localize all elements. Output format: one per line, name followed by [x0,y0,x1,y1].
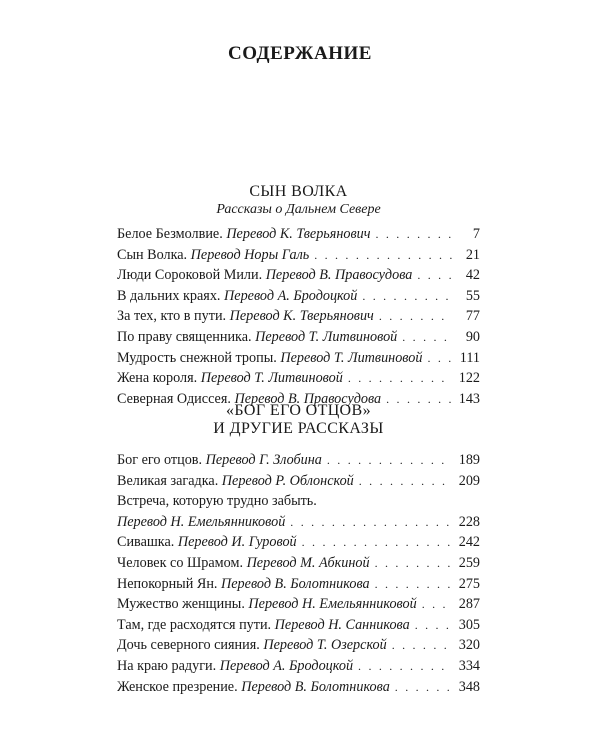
story-title: Белое Безмолвие. [117,226,223,242]
leader-dots [362,289,452,304]
page-number: 143 [458,390,480,407]
story-title: За тех, кто в пути. [117,308,227,325]
leader-dots [402,330,452,345]
toc-entry[interactable] [117,226,480,247]
toc-entry-title-line[interactable] [117,493,480,514]
leader-dots [375,556,452,571]
translator: Перевод А. Бродоцкой [224,287,358,304]
leader-dots [290,515,452,530]
translator: Перевод Т. Озерской [263,637,387,654]
leader-dots [427,351,452,366]
page-number: 228 [458,513,480,530]
toc-entry[interactable] [117,247,480,268]
translator: Перевод В. Правосудова [265,267,413,284]
toc-entry[interactable] [117,329,480,350]
leader-dots [375,577,452,592]
toc-entry[interactable] [117,555,480,576]
translator: Перевод Норы Галь [190,246,310,263]
leader-dots [358,659,452,674]
leader-dots [348,371,452,386]
story-title: Встреча, которую трудно забыть. [117,493,317,510]
translator: Перевод Т. Литвиновой [280,349,423,366]
leader-dots [376,227,453,242]
toc-list [117,452,480,699]
story-title: На краю радуги. [117,657,217,674]
page-number: 42 [465,267,480,284]
translator: Перевод В. Болотникова [221,575,370,592]
story-title: Сын Волка. [117,246,188,263]
story-title: Бог его отцов. [117,452,203,468]
story-title: Жена короля. [117,370,198,387]
toc-entry[interactable] [117,514,480,535]
leader-dots [417,268,452,283]
leader-dots [392,638,452,653]
toc-entry[interactable] [117,637,480,658]
story-title: Люди Сороковой Мили. [117,267,263,284]
page-number: 111 [459,349,480,366]
leader-dots [314,248,452,263]
toc-entry[interactable] [117,534,480,555]
page-number: 287 [458,596,480,613]
page-number: 90 [465,328,480,345]
translator: Перевод Н. Емельянниковой [248,596,417,613]
translator: Перевод Н. Емельянниковой [117,513,286,530]
leader-dots [327,453,452,468]
toc-entry[interactable] [117,350,480,371]
leader-dots [379,309,452,324]
translator: Перевод К. Тверьянович [226,226,371,242]
story-title: Мужество женщины. [117,596,245,613]
story-title: По праву священника. [117,328,252,345]
story-title: Там, где расходятся пути. [117,616,272,633]
page-number: 242 [458,534,480,551]
story-title: В дальних краях. [117,287,221,304]
toc-entry[interactable] [117,308,480,329]
page-number: 21 [465,246,480,263]
story-title: Дочь северного сияния. [117,637,260,654]
toc-entry[interactable] [117,617,480,638]
toc-entry[interactable] [117,596,480,617]
translator: Перевод Р. Облонской [221,472,354,489]
leader-dots [415,618,452,633]
leader-dots [359,474,452,489]
section-god-of-fathers [117,402,480,699]
page-number: 259 [458,554,480,571]
story-title: Великая загадка. [117,472,219,489]
leader-dots [302,535,452,550]
section-son-of-wolf [117,183,480,411]
page-number: 209 [458,472,480,489]
translator: Перевод Т. Литвиновой [200,370,343,387]
translator: Перевод В. Болотникова [241,678,390,695]
page-number: 189 [458,452,480,468]
toc-entry[interactable] [117,267,480,288]
leader-dots [422,597,452,612]
page-number: 77 [465,308,480,325]
section-title-line2: И ДРУГИЕ РАССКАЗЫ [213,420,384,437]
translator: Перевод И. Гуровой [177,534,297,551]
toc-entry[interactable] [117,576,480,597]
page-number: 7 [472,226,480,242]
toc-entry[interactable] [117,658,480,679]
story-title: Непокорный Ян. [117,575,218,592]
story-title: Сивашка. [117,534,175,551]
page-number: 55 [465,287,480,304]
translator: Перевод М. Абкиной [246,554,370,571]
section-title: СЫН ВОЛКА [249,183,348,200]
page-number: 122 [458,370,480,387]
toc-entry[interactable] [117,370,480,391]
toc-list [117,226,480,411]
translator: Перевод Н. Санникова [274,616,410,633]
leader-dots [395,680,452,695]
translator: Перевод Т. Литвиновой [255,328,398,345]
translator: Перевод А. Бродоцкой [219,657,354,674]
toc-entry[interactable] [117,452,480,473]
page-number: 348 [458,678,480,695]
page-title: СОДЕРЖАНИЕ [228,43,372,64]
toc-entry[interactable] [117,473,480,494]
translator: Перевод В. Правосудова [234,390,382,407]
page-number: 305 [458,616,480,633]
page-number: 320 [458,637,480,654]
story-title: Человек со Шрамом. [117,554,244,571]
toc-entry[interactable] [117,288,480,309]
section-subtitle: Рассказы о Дальнем Севере [216,202,381,217]
toc-entry[interactable] [117,679,480,700]
story-title: Северная Одиссея. [117,390,231,407]
page-number: 334 [458,657,480,674]
story-title: Мудрость снежной тропы. [117,349,277,366]
story-title: Женское презрение. [117,678,238,695]
section-title-line1: «БОГ ЕГО ОТЦОВ» [226,402,371,419]
translator: Перевод Г. Злобина [205,452,322,468]
translator: Перевод К. Тверьянович [229,308,374,325]
page-number: 275 [458,575,480,592]
